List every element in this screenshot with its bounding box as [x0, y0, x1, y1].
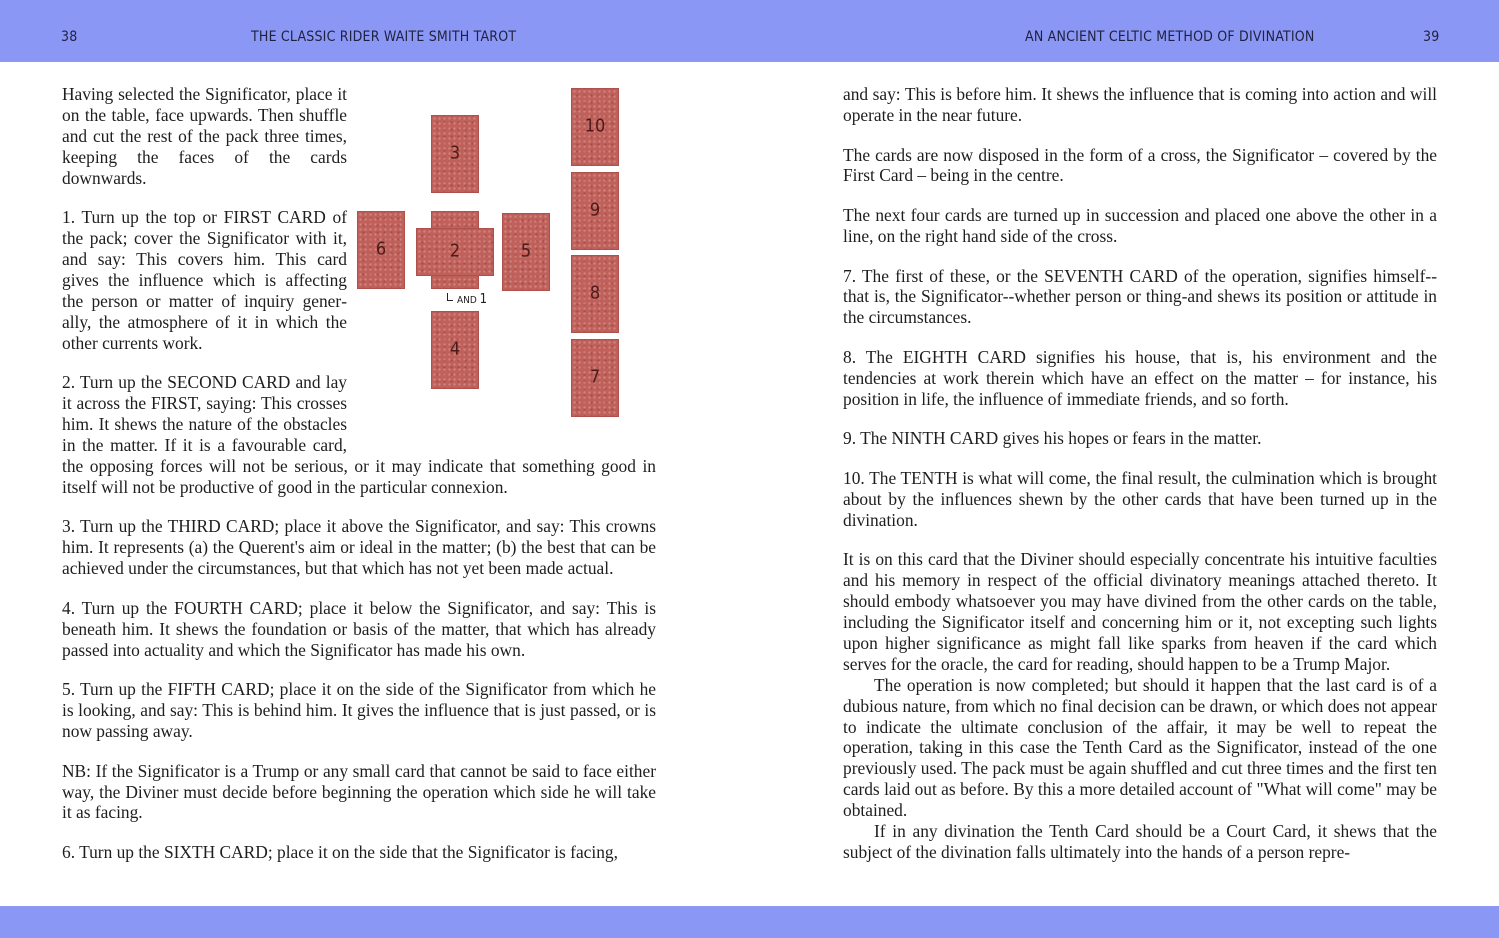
card-7: 7 [571, 339, 619, 417]
card-2: 2 [416, 228, 494, 276]
paragraph-next-four: The next four cards are turned up in succession and placed one above the other in a line, on the right hand side of the cross. [843, 205, 1437, 246]
paragraph-second-card: 2. Turn up the SECOND CARD and lay it across the FIRST, saying: This crosses him. It shews the nature of the obstacles in the matter. If it is a favourable card, the opposing forces will not be serious, or it may indicate that something good in itself will not be productive of good in the particular connexion. [62, 372, 656, 497]
right-running-title: AN ANCIENT CELTIC METHOD OF DIVINATION [1025, 29, 1315, 45]
paragraph-ninth-card: 9. The NINTH CARD gives his hopes or fears in the matter. [843, 428, 1262, 449]
paragraph-fifth-card: 5. Turn up the FIFTH CARD; place it on the side of the Significator from which he is looking, and say: This is behind him. It gives the influence that is just passed, or is now passing away. [62, 679, 656, 741]
left-running-title: THE CLASSIC RIDER WAITE SMITH TAROT [251, 29, 517, 45]
paragraph-first-card: 1. Turn up the top or FIRST CARD of the pack; cover the Significator with it, and say: This covers him. This card gives the influence which is affecting the person or matter of inquiry generally, the atmosphere of it in which the other currents work. [62, 207, 347, 353]
card-4: 4 [431, 311, 479, 389]
card-5: 5 [502, 213, 550, 291]
paragraph-tenth-card: 10. The TENTH is what will come, the final result, the culmination which is brought about by the influences shewn by the other cards that have been turned up in the divination. [843, 467, 1437, 530]
paragraph-sixth-card-cont: and say: This is before him. It shews the influence that is coming into action and will operate in the near future. [843, 84, 1437, 125]
paragraph-third-card: 3. Turn up the THIRD CARD; place it above the Significator, and say: This crowns him. It represents (a) the Querent's aim or ideal in the matter; (b) the best that can be achieved under the circumstances, but that which has not yet been made actual. [62, 516, 656, 579]
footer-band [0, 906, 1499, 938]
paragraph-completed: The operation is now completed; but should it happen that the last card is of a dubious nature, from which no final decision can be drawn, or which does not appear to indicate the ultimate conclusion of the affair, it may be well to repeat the operation, taking in this case the Tenth Card as the Significator, instead of the one previously used. The pack must be again shuffled and cut three times and the first ten cards laid out as before. By this a more detailed account of "What will come" may be obtained. [843, 674, 1437, 821]
left-page-column [62, 84, 656, 863]
card-9: 9 [571, 172, 619, 250]
card-10: 10 [571, 88, 619, 166]
paragraph-eighth-card: 8. The EIGHTH CARD signifies his house, that is, his environment and the tendencies at work therein which have an effect on the matter – for instance, his position in life, the influence of immediate friends, and so forth. [843, 346, 1437, 409]
paragraph-sixth-card: 6. Turn up the SIXTH CARD; place it on the side that the Significator is facing, [62, 842, 618, 862]
paragraph-fourth-card: 4. Turn up the FOURTH CARD; place it below the Significator, and say: This is beneath him. It shews the foundation or basis of the matter, that which has already passed into actuality and which the Significator has made his own. [62, 597, 656, 660]
celtic-cross-spread-figure [357, 84, 657, 450]
left-page-number: 38 [61, 29, 78, 45]
bracket-mark [447, 293, 453, 301]
card-6: 6 [357, 211, 405, 289]
paragraph-intro: Having selected the Significator, place it on the table, face upwards. Then shuffle and cut the rest of the pack three times, keeping the faces of the cards downwards. [62, 84, 347, 188]
right-page-column [843, 84, 1437, 863]
figure-caption: AND 1 [447, 290, 487, 312]
paragraph-cross: The cards are now disposed in the form of a cross, the Significator – covered by the First Card – being in the centre. [843, 144, 1437, 186]
paragraph-seventh-card: 7. The first of these, or the SEVENTH CARD of the operation, signifies himself--that is, the Significator--whether person or thing-and shews its position or attitude in the circumstances. [843, 265, 1437, 328]
paragraph-note: NB: If the Significator is a Trump or any small card that cannot be said to face either way, the Diviner must decide before beginning the operation which side he will take it as facing. [62, 760, 656, 823]
card-8: 8 [571, 255, 619, 333]
right-page-number: 39 [1423, 29, 1440, 45]
paragraph-concentrate: It is on this card that the Diviner should especially concentrate his intuitive faculties and his memory in respect of the official divinatory meanings attached thereto. It should embody whatsoever you may have divined from the other cards on the table, including the Significator itself and concerning him or it, not excepting such lights upon higher significance as might fall like sparks from heaven if the card which serves for the oracle, the card for reading, should happen to be a Trump Major. [843, 549, 1437, 674]
paragraph-court-card: If in any divination the Tenth Card should be a Court Card, it shews that the subject of the divination falls ultimately into the hands of a person repre- [843, 821, 1437, 862]
card-3: 3 [431, 115, 479, 193]
